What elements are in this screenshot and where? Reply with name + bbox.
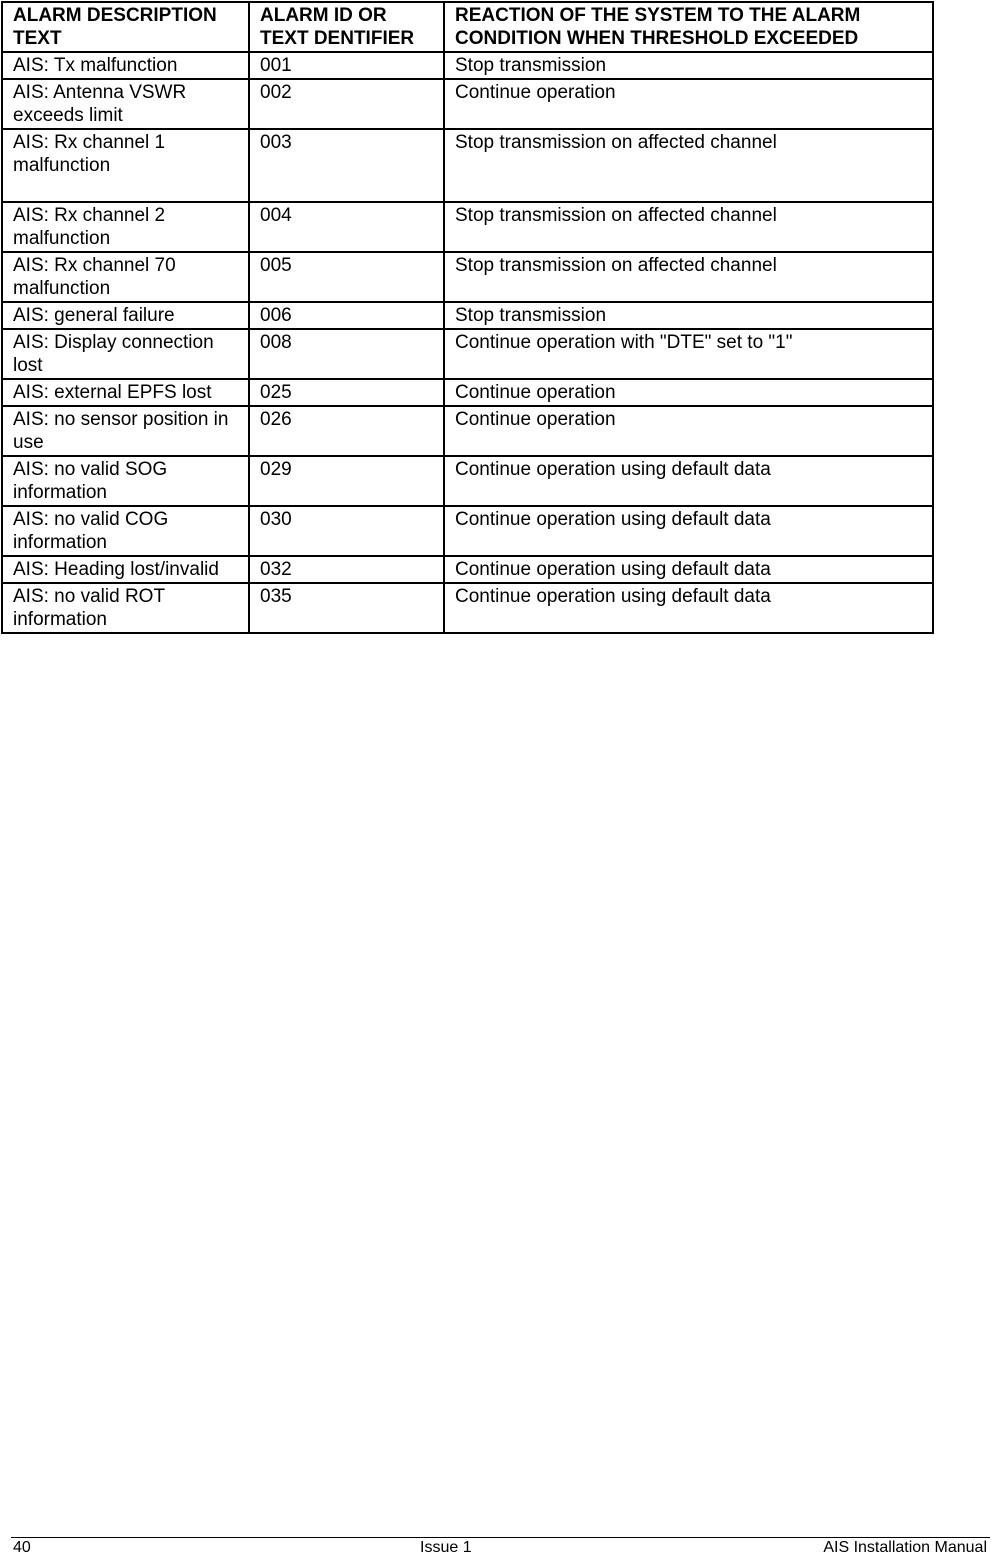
alarm-reaction-cell: Continue operation: [444, 79, 933, 129]
alarm-description-cell: AIS: no sensor position in use: [2, 406, 249, 456]
alarm-id-cell: 025: [249, 379, 444, 406]
alarm-reaction-cell: Stop transmission on affected channel: [444, 129, 933, 202]
footer-document-title: AIS Installation Manual: [823, 1539, 987, 1556]
alarm-description-cell: AIS: Antenna VSWR exceeds limit: [2, 79, 249, 129]
alarm-description-cell: AIS: no valid ROT information: [2, 583, 249, 633]
table-row: [2, 252, 933, 302]
alarm-id-cell: 001: [249, 52, 444, 79]
table-row: [2, 129, 933, 202]
alarm-description-cell: AIS: Heading lost/invalid: [2, 556, 249, 583]
table-row: [2, 202, 933, 252]
table-row: [2, 506, 933, 556]
alarm-reaction-cell: Stop transmission on affected channel: [444, 252, 933, 302]
alarm-reaction-cell: Continue operation: [444, 406, 933, 456]
alarm-id-cell: 008: [249, 329, 444, 379]
alarm-id-cell: 035: [249, 583, 444, 633]
table-row: [2, 456, 933, 506]
alarm-reaction-cell: Stop transmission: [444, 52, 933, 79]
table-header-row: [2, 2, 933, 52]
table-row: [2, 79, 933, 129]
alarm-reaction-cell: Continue operation using default data: [444, 506, 933, 556]
table-row: [2, 52, 933, 79]
alarm-description-cell: AIS: Display connection lost: [2, 329, 249, 379]
alarm-id-cell: 032: [249, 556, 444, 583]
footer-divider: [11, 1537, 990, 1538]
table-row: [2, 583, 933, 633]
alarm-reaction-cell: Continue operation using default data: [444, 456, 933, 506]
alarm-id-cell: 004: [249, 202, 444, 252]
alarm-reaction-cell: Stop transmission: [444, 302, 933, 329]
header-alarm-id: ALARM ID OR TEXT DENTIFIER: [249, 2, 444, 52]
footer-page-number: 40: [13, 1539, 31, 1556]
table-row: [2, 329, 933, 379]
alarm-id-cell: 026: [249, 406, 444, 456]
alarm-reaction-cell: Stop transmission on affected channel: [444, 202, 933, 252]
alarm-description-cell: AIS: external EPFS lost: [2, 379, 249, 406]
alarm-description-cell: AIS: no valid COG information: [2, 506, 249, 556]
alarm-reaction-cell: Continue operation with "DTE" set to "1": [444, 329, 933, 379]
table-row: [2, 556, 933, 583]
alarm-reaction-cell: Continue operation using default data: [444, 583, 933, 633]
alarm-id-cell: 003: [249, 129, 444, 202]
alarm-description-cell: AIS: Rx channel 2 malfunction: [2, 202, 249, 252]
alarm-id-cell: 030: [249, 506, 444, 556]
alarm-description-cell: AIS: Tx malfunction: [2, 52, 249, 79]
table-row: [2, 379, 933, 406]
alarm-reaction-cell: Continue operation using default data: [444, 556, 933, 583]
alarm-id-cell: 005: [249, 252, 444, 302]
alarm-description-cell: AIS: Rx channel 1 malfunction: [2, 129, 249, 202]
alarm-description-cell: AIS: no valid SOG information: [2, 456, 249, 506]
alarm-reaction-cell: Continue operation: [444, 379, 933, 406]
alarm-id-cell: 029: [249, 456, 444, 506]
footer-issue: Issue 1: [420, 1539, 472, 1556]
header-system-reaction: REACTION OF THE SYSTEM TO THE ALARM CONDITION WHEN THRESHOLD EXCEEDED: [444, 2, 933, 52]
alarm-id-cell: 006: [249, 302, 444, 329]
alarm-table: [1, 1, 934, 634]
header-alarm-description: ALARM DESCRIPTION TEXT: [2, 2, 249, 52]
table-row: [2, 406, 933, 456]
alarm-description-cell: AIS: general failure: [2, 302, 249, 329]
table-row: [2, 302, 933, 329]
alarm-description-cell: AIS: Rx channel 70 malfunction: [2, 252, 249, 302]
alarm-id-cell: 002: [249, 79, 444, 129]
